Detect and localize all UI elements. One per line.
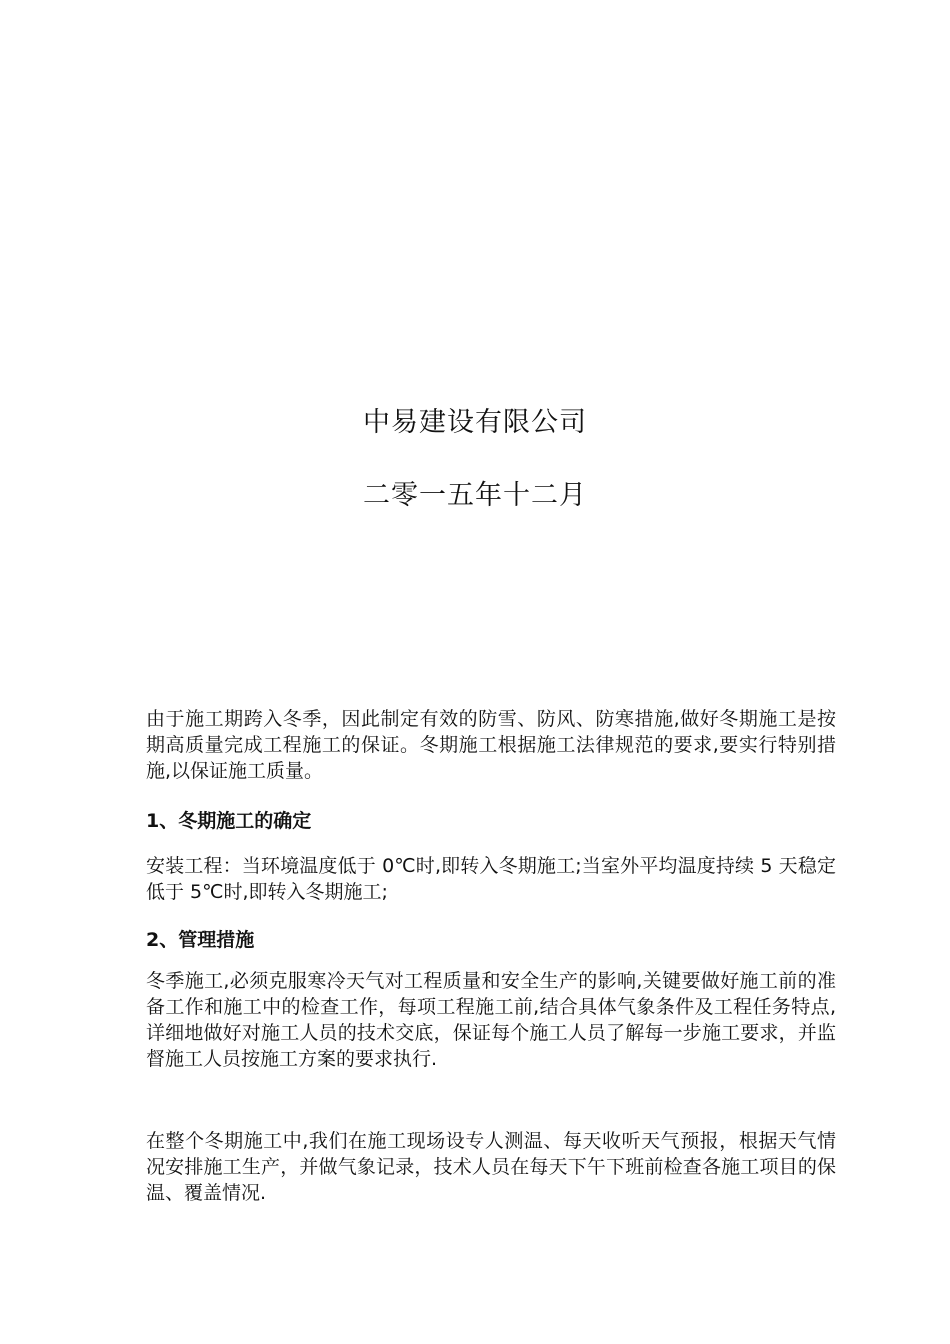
section-2-heading: 2、管理措施 (146, 929, 255, 951)
section-2-paragraph-2: 在整个冬期施工中,我们在施工现场设专人测温、每天收听天气预报，根据天气情况安排施工生产，并做气象记录，技术人员在每天下午下班前检查各施工项目的保温、覆盖情况. (146, 1130, 836, 1204)
section-2-paragraph-1: 冬季施工,必须克服寒冷天气对工程质量和安全生产的影响,关键要做好施工前的准备工作和施工中的检查工作，每项工程施工前,结合具体气象条件及工程任务特点,详细地做好对施工人员的技术交底，保证每个施工人员了解每一步施工要求，并监督施工人员按施工方案的要求执行. (146, 970, 836, 1070)
section-1-paragraph: 安装工程：当环境温度低于 0℃时,即转入冬期施工;当室外平均温度持续 5 天稳定低于 5℃时,即转入冬期施工; (146, 855, 836, 903)
section-1-heading: 1、冬期施工的确定 (146, 810, 312, 832)
document-date: 二零一五年十二月 (363, 480, 587, 511)
company-name: 中易建设有限公司 (363, 407, 587, 438)
intro-paragraph: 由于施工期跨入冬季，因此制定有效的防雪、防风、防寒措施,做好冬期施工是按期高质量完成工程施工的保证。冬期施工根据施工法律规范的要求,要实行特别措施,以保证施工质量。 (146, 708, 836, 782)
